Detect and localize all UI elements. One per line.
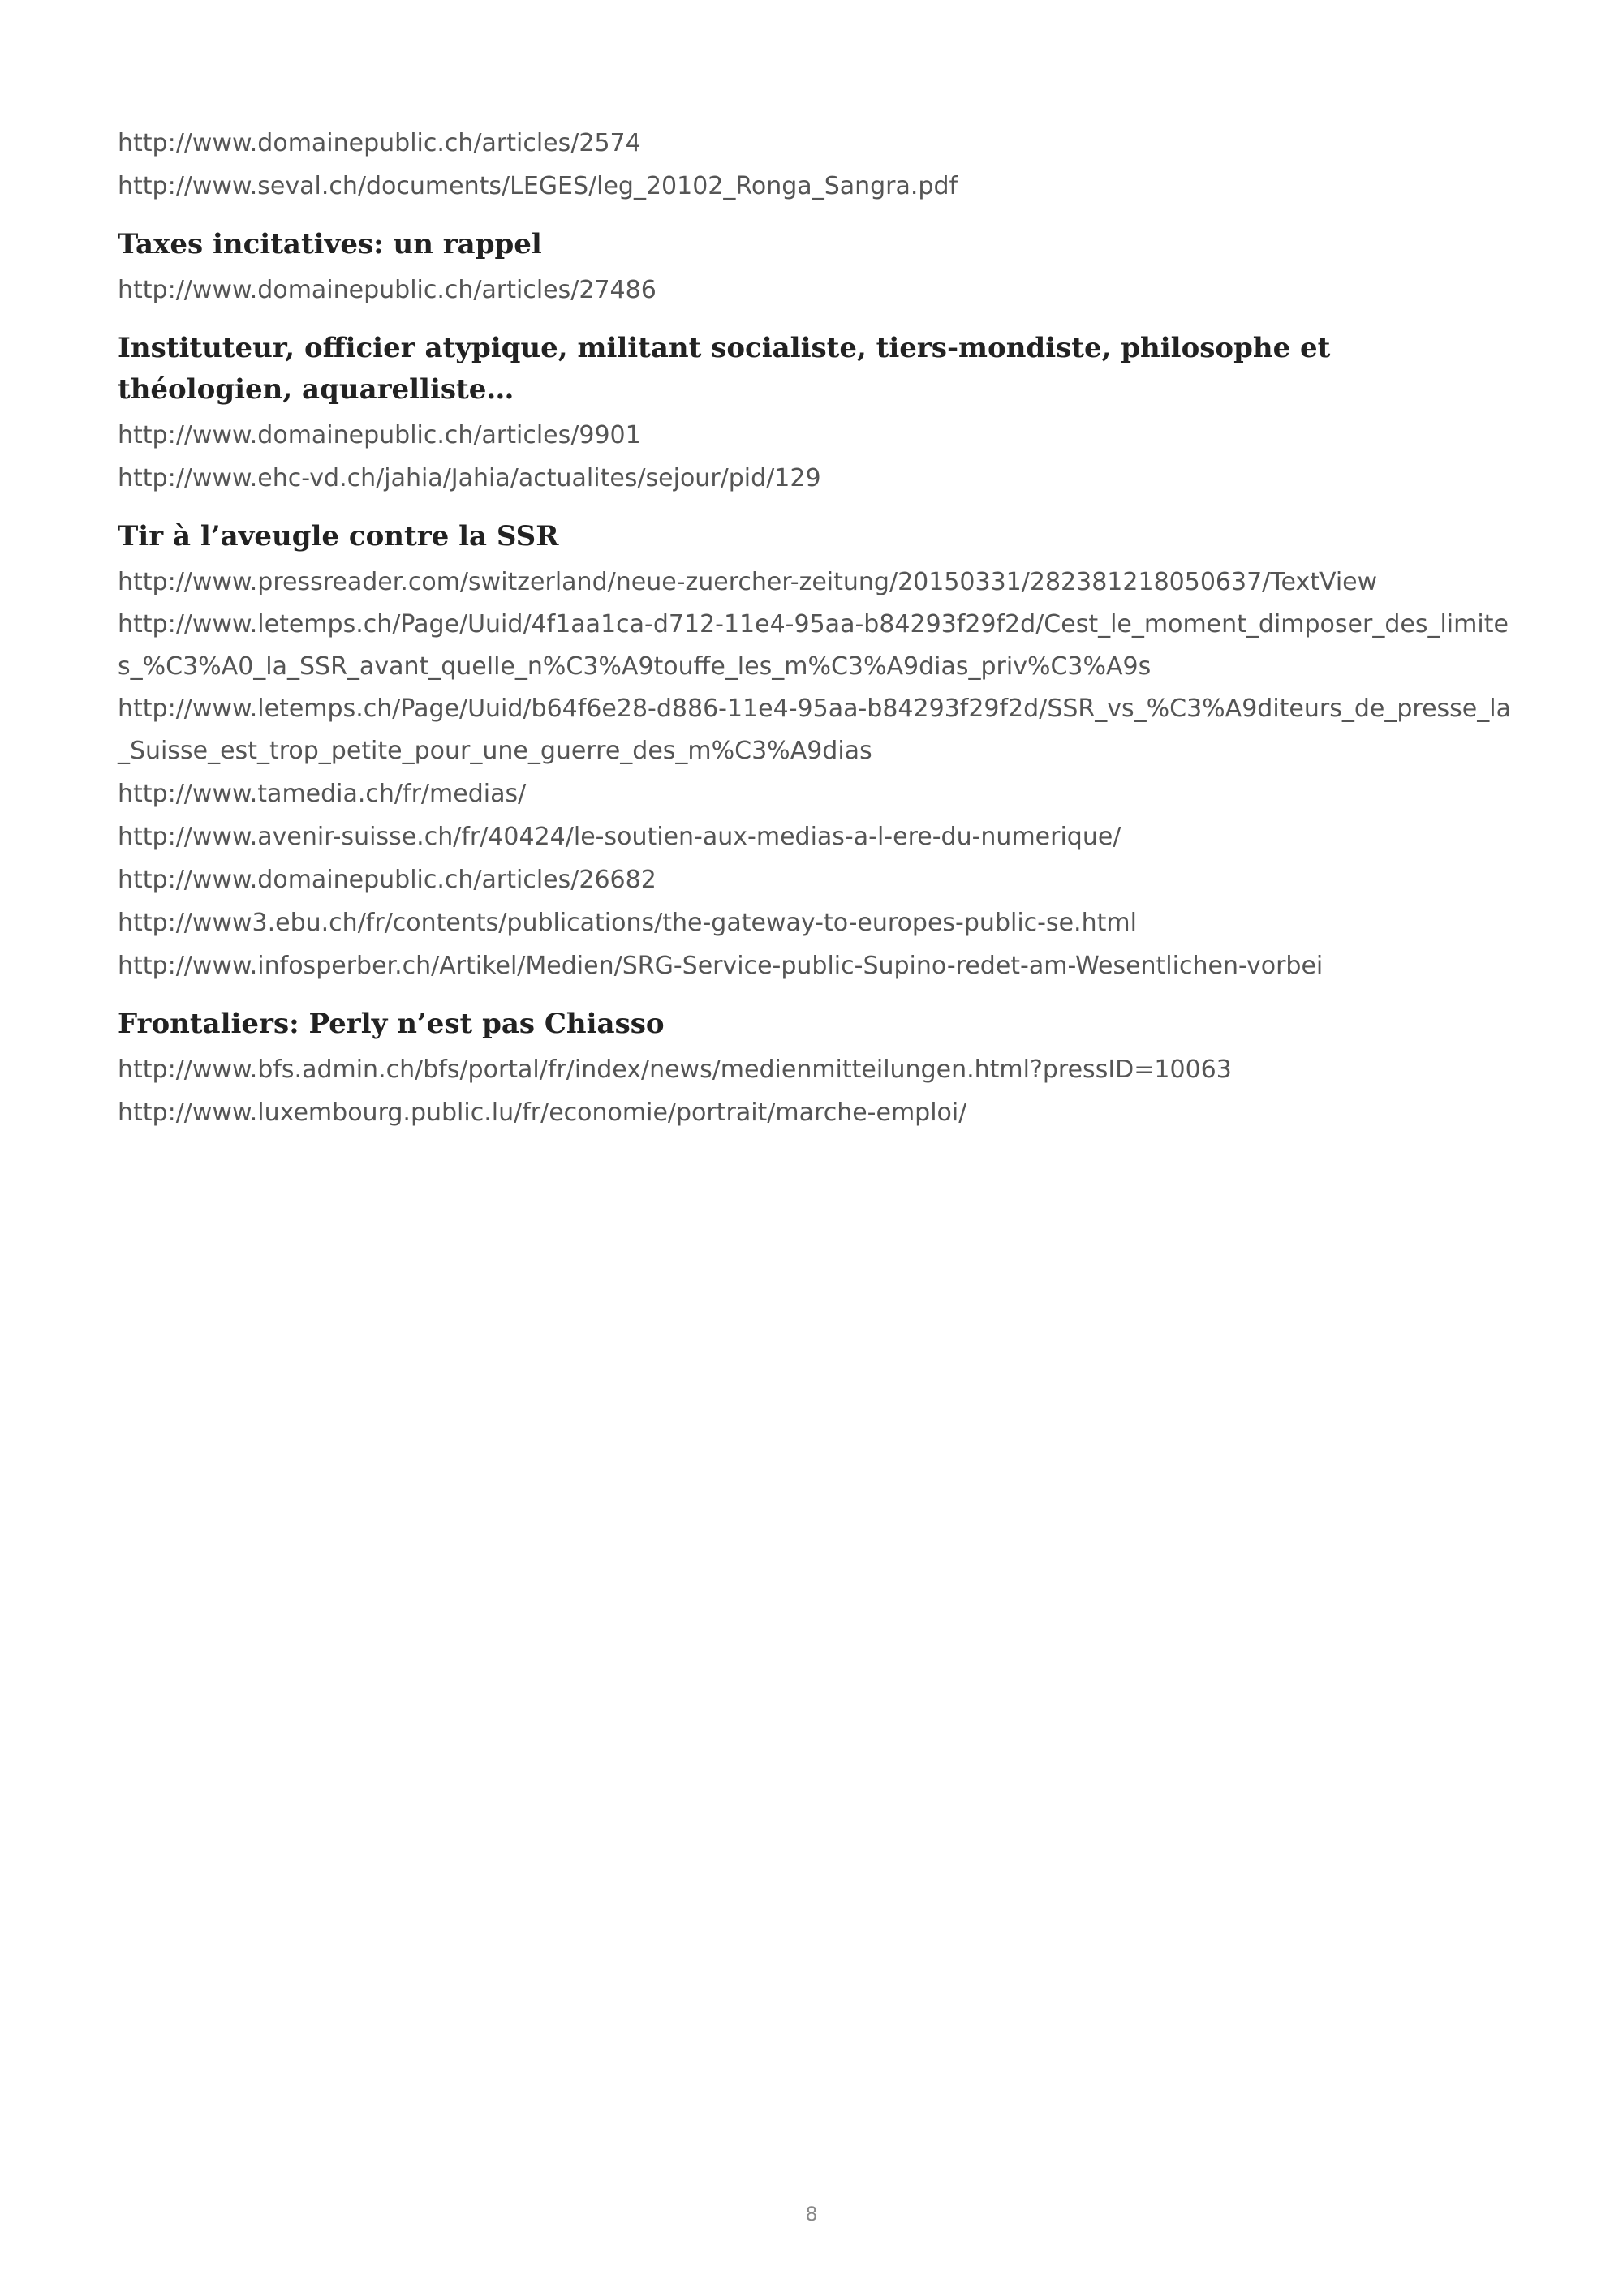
reference-link[interactable]: http://www.ehc-vd.ch/jahia/Jahia/actualites/sejour/pid/129 (118, 464, 821, 492)
reference-link[interactable]: http://www.letemps.ch/Page/Uuid/b64f6e28-d886-11e4-95aa-b84293f29f2d/SSR_vs_%C3%A9diteurs_de_presse_la_Suisse_est_trop_petite_pour_une_guerre_des_m%C3%A9dias (118, 694, 1511, 765)
reference-link[interactable]: http://www.bfs.admin.ch/bfs/portal/fr/index/news/medienmitteilungen.html?pressID=10063 (118, 1056, 1232, 1084)
page-number: 8 (805, 2203, 818, 2225)
document-page (118, 122, 1513, 1134)
section-tir-a-laveugle (118, 516, 1513, 987)
reference-link[interactable]: http://www.pressreader.com/switzerland/neue-zuercher-zeitung/20150331/282381218050637/TextView (118, 568, 1378, 596)
section-taxes-incitatives (118, 224, 1513, 312)
reference-link[interactable]: http://www.avenir-suisse.ch/fr/40424/le-soutien-aux-medias-a-l-ere-du-numerique/ (118, 823, 1121, 851)
reference-link[interactable]: http://www.tamedia.ch/fr/medias/ (118, 780, 527, 808)
section-frontaliers (118, 1004, 1513, 1134)
section-instituteur (118, 328, 1513, 500)
reference-link[interactable]: http://www3.ebu.ch/fr/contents/publications/the-gateway-to-europes-public-se.html (118, 909, 1137, 937)
reference-link[interactable]: http://www.domainepublic.ch/articles/2574 (118, 129, 641, 157)
reference-link[interactable]: http://www.domainepublic.ch/articles/26682 (118, 866, 657, 894)
reference-link[interactable]: http://www.domainepublic.ch/articles/27486 (118, 276, 657, 304)
section-heading: Tir à l’aveugle contre la SSR (118, 520, 559, 553)
reference-link[interactable]: http://www.infosperber.ch/Artikel/Medien/SRG-Service-public-Supino-redet-am-Wesentlichen-vorbei (118, 952, 1324, 980)
section-heading: Frontaliers: Perly n’est pas Chiasso (118, 1008, 665, 1040)
reference-link[interactable]: http://www.letemps.ch/Page/Uuid/4f1aa1ca-d712-11e4-95aa-b84293f29f2d/Cest_le_moment_dimposer_des_limites_%C3%A0_la_SSR_avant_quelle_n%C3%A9touffe_les_m%C3%A9dias_priv%C3%A9s (118, 610, 1509, 681)
section-continued (118, 122, 1513, 208)
section-heading: Taxes incitatives: un rappel (118, 228, 542, 260)
reference-link[interactable]: http://www.seval.ch/documents/LEGES/leg_20102_Ronga_Sangra.pdf (118, 172, 958, 200)
reference-link[interactable]: http://www.domainepublic.ch/articles/9901 (118, 421, 641, 449)
reference-link[interactable]: http://www.luxembourg.public.lu/fr/economie/portrait/marche-emploi/ (118, 1099, 967, 1127)
section-heading: Instituteur, officier atypique, militant socialiste, tiers-mondiste, philosophe et théologien, aquarelliste… (118, 332, 1331, 406)
